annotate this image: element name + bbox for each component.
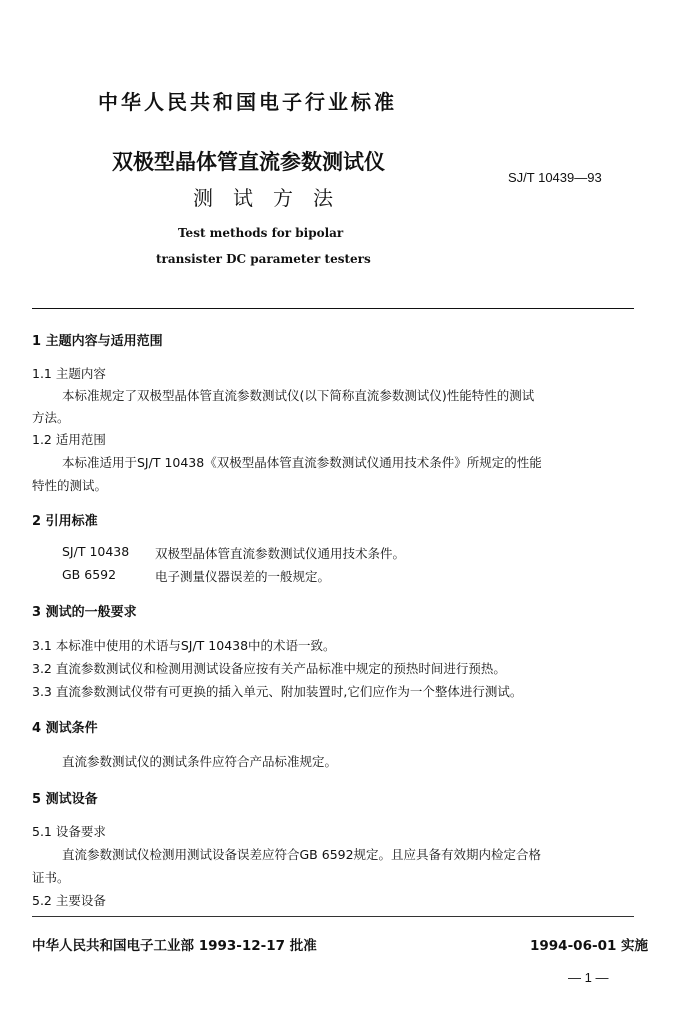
reference-1-title: 双极型晶体管直流参数测试仪通用技术条件。	[155, 546, 406, 561]
reference-1-code: SJ/T 10438	[62, 544, 130, 559]
page-number: — 1 —	[568, 970, 609, 985]
section-5-heading: 5 测试设备	[32, 792, 98, 807]
section-1-1-heading: 1.1 主题内容	[32, 366, 106, 381]
section-1-2-heading: 1.2 适用范围	[32, 432, 106, 447]
section-5-1-text-line-1: 直流参数测试仪检测用测试设备误差应符合GB 6592规定。且应具备有效期内检定合格	[62, 847, 542, 862]
section-3-item-2: 3.2 直流参数测试仪和检测用测试设备应按有关产品标准中规定的预热时间进行预热。	[32, 661, 506, 676]
issuing-authority: 中华人民共和国电子行业标准	[98, 90, 397, 114]
document-title: 双极型晶体管直流参数测试仪	[112, 150, 385, 174]
section-3-item-3: 3.3 直流参数测试仪带有可更换的插入单元、附加装置时,它们应作为一个整体进行测试。	[32, 684, 523, 699]
implementation-date: 1994-06-01 实施	[530, 938, 649, 954]
section-1-1-text-line-1: 本标准规定了双极型晶体管直流参数测试仪(以下简称直流参数测试仪)性能特性的测试	[62, 388, 535, 403]
section-4-heading: 4 测试条件	[32, 721, 98, 736]
english-title-line-2: transister DC parameter testers	[156, 252, 371, 266]
header-divider	[32, 308, 634, 309]
section-2-heading: 2 引用标准	[32, 514, 98, 529]
english-title-line-1: Test methods for bipolar	[178, 226, 344, 240]
section-1-1-text-line-2: 方法。	[32, 410, 70, 425]
footer-divider	[32, 916, 634, 917]
section-3-heading: 3 测试的一般要求	[32, 605, 137, 620]
section-1-2-text-line-2: 特性的测试。	[32, 478, 108, 493]
section-5-1-text-line-2: 证书。	[32, 870, 70, 885]
section-3-item-1: 3.1 本标准中使用的术语与SJ/T 10438中的术语一致。	[32, 638, 336, 653]
section-5-1-heading: 5.1 设备要求	[32, 824, 106, 839]
standard-number: SJ/T 10439—93	[508, 170, 602, 185]
reference-2-code: GB 6592	[62, 567, 117, 582]
approval-line: 中华人民共和国电子工业部 1993-12-17 批准	[32, 938, 317, 954]
section-1-2-text-line-1: 本标准适用于SJ/T 10438《双极型晶体管直流参数测试仪通用技术条件》所规定的性能	[62, 455, 542, 470]
reference-2-title: 电子测量仪器误差的一般规定。	[155, 569, 331, 584]
section-5-2-heading: 5.2 主要设备	[32, 893, 106, 908]
section-4-text: 直流参数测试仪的测试条件应符合产品标准规定。	[62, 754, 338, 769]
document-subtitle: 测试方法	[193, 186, 353, 210]
section-1-heading: 1 主题内容与适用范围	[32, 334, 163, 349]
